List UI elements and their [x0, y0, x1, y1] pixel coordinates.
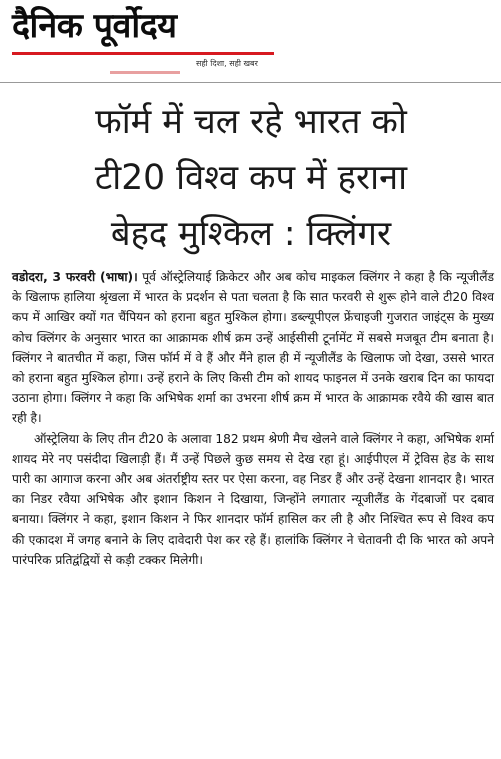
dateline: वडोदरा, 3 फरवरी (भाषा)। [12, 270, 138, 284]
article-paragraph-2: ऑस्ट्रेलिया के लिए तीन टी20 के अलावा 182 प्रथम श्रेणी मैच खेलने वाले क्लिंगर ने कहा, अभिषेक शर्मा शायद मेरे नए पसंदीदा खिलाड़ी हैं। मैं उन्हें पिछले कुछ समय से देख रहा हूं। आईपीएल में ट्रेविस हेड के साथ पारी का आगाज करना और अब अंतर्राष्ट्रीय स्तर पर ऐसा करना, वह निडर हैं और उन्हें देखना शानदार है। भारत का निडर रवैया अभिषेक और इशान किशन ने दिखाया, जिन्होंने लगातार न्यूजीलैंड के गेंदबाजों पर दबाव बनाया। क्लिंगर ने कहा, इशान किशन ने फिर शानदार फॉर्म हासिल कर ली है और निश्चित रूप से विश्व कप की एकादश में जगह बनाने के लिए दावेदारी पेश कर रहे हैं। हालांकि क्लिंगर ने चेतावनी दी कि भारत को अपने पारंपरिक प्रतिद्वंद्वियों से कड़ी टक्कर मिलेगी। [12, 431, 494, 567]
newspaper-logo: दैनिक पूर्वोदय [12, 6, 177, 46]
headline-line-3: बेहद मुश्किल : क्लिंगर [110, 214, 392, 254]
paragraph-1-text: पूर्व ऑस्ट्रेलियाई क्रिकेटर और अब कोच माइकल क्लिंगर ने कहा है कि न्यूजीलैंड के खिलाफ हालिया श्रृंखला में भारत के प्रदर्शन से पता चलता है कि सात फरवरी से शुरू होने वाले टी20 विश्व कप में आखिर क्यों गत चैंपियन को हराना बहुत मुश्किल होगा। डब्ल्यूपीएल फ्रेंचाइजी गुजरात जाइंट्स के मुख्य कोच क्लिंगर के अनुसार भारत का आक्रामक शीर्ष क्रम उन्हें आईसीसी टूर्नामेंट में सबसे मजबूत टीम बनाता है। क्लिंगर ने बातचीत में कहा, जिस फॉर्म में वे हैं और मैंने हाल ही में न्यूजीलैंड के खिलाफ जो देखा, उससे भारत को हराना बहुत मुश्किल होगा। उन्हें हराने के लिए किसी टीम को शायद फाइनल में उनके खराब दिन का फायदा उठाना होगा। क्लिंगर ने कहा कि अभिषेक शर्मा का उभरना शीर्ष क्रम में भारत के आक्रामक रवैये की खास बात रही है। [12, 270, 494, 426]
article-body [12, 267, 494, 570]
headline-line-1: फॉर्म में चल रहे भारत को [95, 102, 407, 142]
masthead-rule [12, 52, 274, 55]
article-headline [12, 94, 490, 262]
headline-line-2: टी20 विश्व कप में हराना [94, 158, 408, 198]
article-paragraph-1 [12, 267, 494, 429]
masthead [0, 0, 501, 80]
header-divider [0, 82, 501, 83]
masthead-strip [110, 71, 180, 74]
masthead-tagline: सही दिशा, सही खबर [196, 59, 258, 68]
